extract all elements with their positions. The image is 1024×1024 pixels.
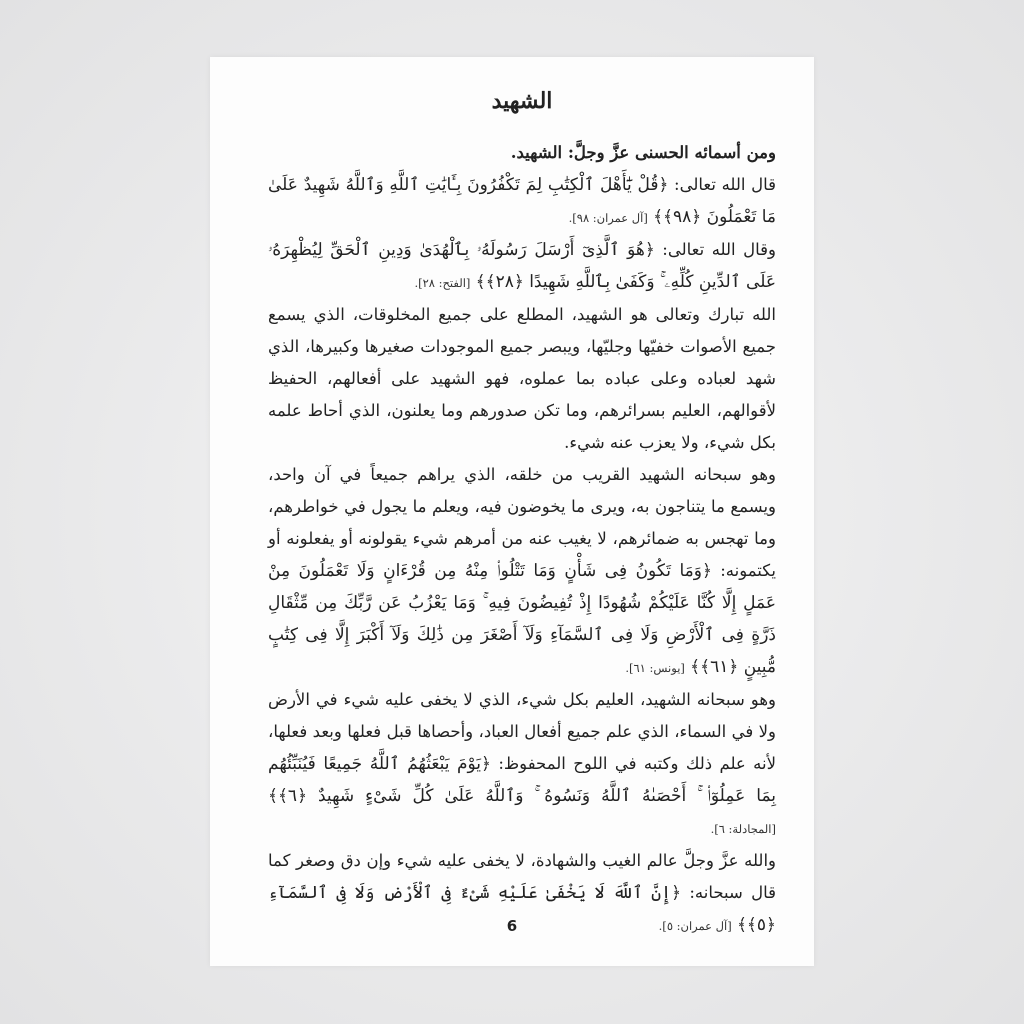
book-page (210, 57, 814, 966)
page-content (268, 83, 776, 942)
verse-reference-5: [آل عمران: ٥]. (658, 919, 732, 933)
paragraph-7-intro: والله عزَّ وجلَّ عالم الغيب والشهادة، لا يخفى عليه شيء وإن دق وصغر كما قال سبحانه: (268, 851, 776, 902)
quran-verse-3: ﴿وَمَا تَكُونُ فِى شَأْنٍ وَمَا تَتْلُوا۟ مِنْهُ مِن قُرْءَانٍ وَلَا تَعْمَلُونَ مِنْ عَمَلٍ إِلَّا كُنَّا عَلَيْكُمْ شُهُودًا إِذْ تُفِيضُونَ فِيهِ ۚ وَمَا يَعْزُبُ عَن رَّبِّكَ مِن مِّثْقَالِ ذَرَّةٍ فِى ٱلْأَرْضِ وَلَا فِى ٱلسَّمَآءِ وَلَآ أَصْغَرَ مِن ذَٰلِكَ وَلَآ أَكْبَرَ إِلَّا فِى كِتَٰبٍ مُّبِينٍ ﴿٦١﴾﴾ (268, 561, 776, 677)
quran-verse-5: ﴿إِنَّ ٱللَّهَ لَا يَخْفَىٰ عَلَيْهِ شَىْءٌ فِى ٱلْأَرْضِ وَلَا فِى ٱلسَّمَآءِ ﴿٥﴾﴾ (268, 883, 776, 935)
quran-verse-4: ﴿يَوْمَ يَبْعَثُهُمُ ٱللَّهُ جَمِيعًا فَيُنَبِّئُهُم بِمَا عَمِلُوٓا۟ ۚ أَحْصَىٰهُ ٱللَّهُ وَنَسُوهُ ۚ وَٱللَّهُ عَلَىٰ كُلِّ شَىْءٍ شَهِيدٌ ﴿٦﴾﴾ (268, 754, 776, 806)
verse-reference-4: [المجادلة: ٦]. (710, 822, 776, 836)
paragraph-2 (268, 169, 776, 234)
verse-reference-3: [يونس: ٦١]. (625, 661, 685, 675)
paragraph-4: الله تبارك وتعالى هو الشهيد، المطلع على جميع المخلوقات، الذي يسمع جميع الأصوات خفيّها وجليّها، ويبصر جميع الموجودات صغيرها وكبيرها، الذي شهد لعباده وعلى عباده بما عملوه، فهو الشهيد على أفعالهم، الحفيظ لأقوالهم، العليم بسرائرهم، وما تكن صدورهم وما يعلنون، الذي أحاط علمه بكل شيء، ولا يعزب عنه شيء. (268, 305, 776, 452)
quran-verse-1: ﴿قُلْ يَٰٓأَهْلَ ٱلْكِتَٰبِ لِمَ تَكْفُرُونَ بِـَٔايَٰتِ ٱللَّهِ وَٱللَّهُ شَهِيدٌ عَلَىٰ مَا تَعْمَلُونَ ﴿٩٨﴾﴾ (268, 175, 776, 227)
verse-reference-2: [الفتح: ٢٨]. (414, 276, 471, 290)
page-number: 6 (506, 917, 518, 935)
paragraph-5-intro: وهو سبحانه الشهيد القريب من خلقه، الذي يراهم جميعاً في آن واحد، ويسمع ما يتناجون به، ويرى ما يخوضون فيه، ويعلم ما يجول في خواطرهم، وما تهجس به ضمائرهم، لا يغيب عنه من أمرهم شيء يقولونه أو يفعلونه أو يكتمونه: (268, 465, 776, 580)
verse-reference-1: [آل عمران: ٩٨]. (568, 211, 648, 225)
page-title: الشهيد (491, 88, 553, 114)
paragraph-6-intro: وهو سبحانه الشهيد، العليم بكل شيء، الذي لا يخفى عليه شيء في الأرض ولا في السماء، الذي علم جميع أفعال العباد، وأحصاها قبل فعلها وبعد فعلها، لأنه علم ذلك وكتبه في اللوح المحفوظ: (268, 690, 776, 773)
paragraph-6 (268, 684, 776, 845)
paragraph-1: ومن أسمائه الحسنى عزَّ وجلَّ: الشهيد. (510, 143, 776, 162)
paragraph-3-intro: وقال الله تعالى: (654, 240, 776, 259)
quran-verse-2: ﴿هُوَ ٱلَّذِىٓ أَرْسَلَ رَسُولَهُۥ بِٱلْهُدَىٰ وَدِينِ ٱلْحَقِّ لِيُظْهِرَهُۥ عَلَى ٱلدِّينِ كُلِّهِۦ ۚ وَكَفَىٰ بِٱللَّهِ شَهِيدًا ﴿٢٨﴾﴾ (268, 240, 776, 292)
paragraph-3 (268, 234, 776, 299)
paragraph-2-intro: قال الله تعالى: (668, 175, 776, 194)
paragraph-5 (268, 459, 776, 684)
